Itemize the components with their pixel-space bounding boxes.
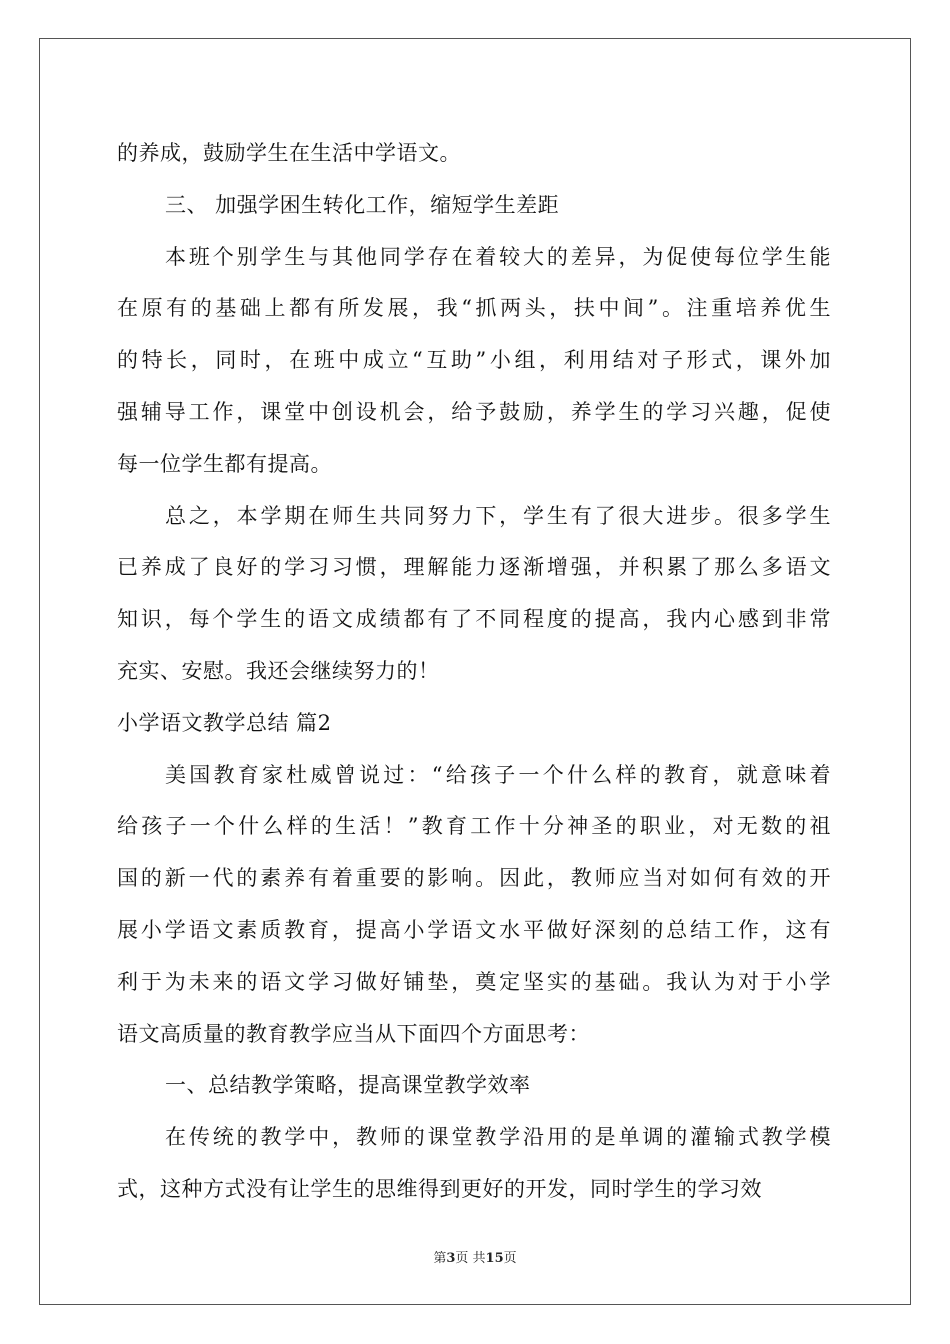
text-line: 给孩子一个什么样的生活！”教育工作十分神圣的职业，对无数的祖: [117, 814, 831, 839]
text-line: 展小学语文素质教育，提高小学语文水平做好深刻的总结工作，这有: [117, 917, 831, 942]
text-line: 一、总结教学策略，提高课堂教学效率: [165, 1073, 531, 1098]
footer-mid: 页 共: [455, 1251, 486, 1266]
paragraph: [117, 1112, 831, 1216]
text-line: 的特长，同时，在班中成立“互助”小组，利用结对子形式，课外加: [117, 348, 831, 373]
paragraph: [117, 750, 831, 1061]
text-line: 语文高质量的教育教学应当从下面四个方面思考：: [117, 1021, 590, 1046]
paragraph: [117, 491, 831, 698]
text-line: 在传统的教学中，教师的课堂教学沿用的是单调的灌输式教学模: [165, 1125, 831, 1150]
section-title: [117, 698, 831, 750]
text-line: 利于为未来的语文学习做好铺垫，奠定坚实的基础。我认为对于小学: [117, 969, 831, 994]
text-line: 美国教育家杜威曾说过：“给孩子一个什么样的教育，就意味着: [165, 762, 831, 787]
footer-prefix: 第: [433, 1251, 447, 1266]
section-heading: [117, 1060, 831, 1112]
text-line: 充实、安慰。我还会继续努力的！: [117, 658, 440, 683]
paragraph: [117, 232, 831, 491]
document-body: [117, 128, 831, 1216]
text-line: 小学语文教学总结 篇2: [117, 710, 332, 735]
text-line: 国的新一代的素养有着重要的影响。因此，教师应当对如何有效的开: [117, 866, 831, 891]
text-line: 每一位学生都有提高。: [117, 451, 332, 476]
text-line: 在原有的基础上都有所发展，我“抓两头，扶中间”。注重培养优生: [117, 296, 831, 321]
section-heading: [117, 180, 831, 232]
footer-suffix: 页: [503, 1251, 517, 1266]
text-line: 式，这种方式没有让学生的思维得到更好的开发，同时学生的学习效: [117, 1176, 762, 1201]
paragraph: [117, 128, 831, 180]
current-page-number: 3: [446, 1251, 456, 1266]
text-line: 三、 加强学困生转化工作，缩短学生差距: [165, 192, 560, 217]
text-line: 本班个别学生与其他同学存在着较大的差异，为促使每位学生能: [165, 244, 831, 269]
text-line: 强辅导工作，课堂中创设机会，给予鼓励，养学生的学习兴趣，促使: [117, 399, 831, 424]
text-line: 知识，每个学生的语文成绩都有了不同程度的提高，我内心感到非常: [117, 607, 831, 632]
total-page-number: 15: [485, 1251, 504, 1266]
text-line: 已养成了良好的学习习惯，理解能力逐渐增强，并积累了那么多语文: [117, 555, 831, 580]
text-line: 的养成，鼓励学生在生活中学语文。: [117, 141, 461, 165]
text-line: 总之，本学期在师生共同努力下，学生有了很大进步。很多学生: [165, 503, 831, 528]
page-footer: [0, 1247, 950, 1266]
